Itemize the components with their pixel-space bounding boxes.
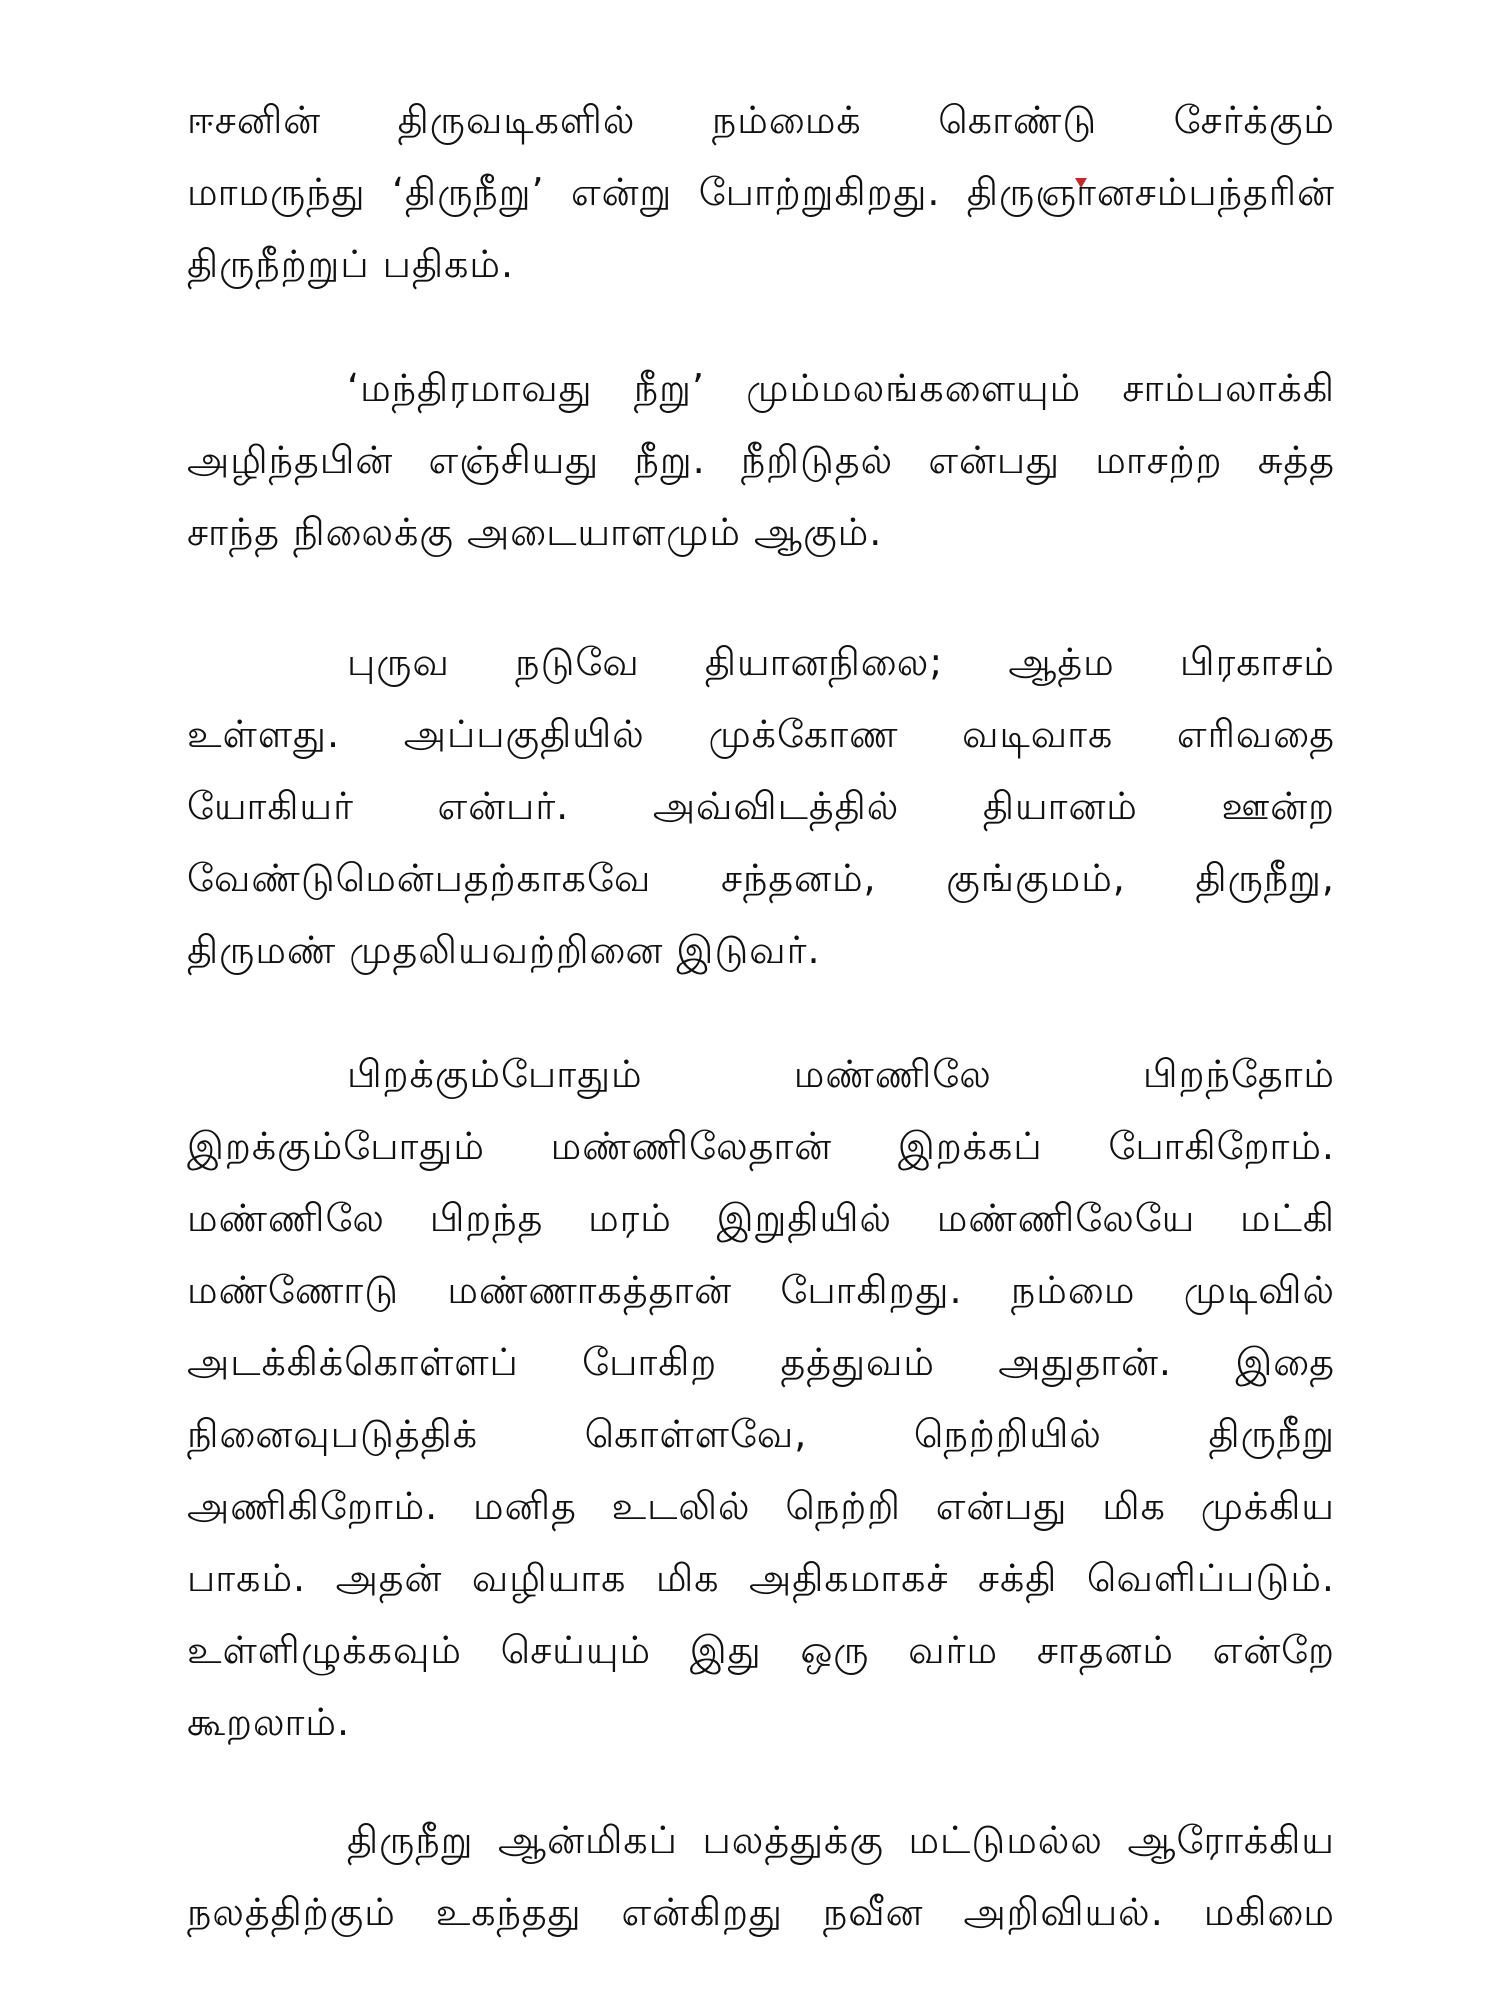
paragraph-2 bbox=[187, 352, 1335, 568]
text-line: உள்ளது. அப்பகுதியில் முக்கோண வடிவாக எரிவதை bbox=[187, 712, 1335, 756]
text-line: திருநீற்றுப் பதிகம். bbox=[187, 242, 515, 286]
text-line: இறக்கும்போதும் மண்ணிலேதான் இறக்கப் போகிறோம். bbox=[187, 1124, 1335, 1168]
text-line: பிறக்கும்போதும் மண்ணிலே பிறந்தோம் bbox=[347, 1052, 1335, 1096]
text-line: சாந்த நிலைக்கு அடையாளமும் ஆகும். bbox=[187, 510, 883, 554]
paragraph-3 bbox=[187, 626, 1335, 986]
text-line: திருமண் முதலியவற்றினை இடுவர். bbox=[187, 928, 821, 972]
text-line: திருநீறு ஆன்மிகப் பலத்துக்கு மட்டுமல்ல ஆரோக்கிய bbox=[347, 1818, 1335, 1862]
text-line: நினைவுபடுத்திக் கொள்ளவே, நெற்றியில் திருநீறு bbox=[187, 1412, 1335, 1456]
text-line: அணிகிறோம். மனித உடலில் நெற்றி என்பது மிக முக்கிய bbox=[187, 1484, 1335, 1528]
text-line: அடக்கிக்கொள்ளப் போகிற தத்துவம் அதுதான். இதை bbox=[187, 1340, 1335, 1384]
text-line: கூறலாம். bbox=[187, 1700, 351, 1744]
text-line: மண்ணிலே பிறந்த மரம் இறுதியில் மண்ணிலேயே மட்கி bbox=[187, 1196, 1335, 1240]
text-line: புருவ நடுவே தியானநிலை; ஆத்ம பிரகாசம் bbox=[347, 640, 1335, 684]
text-line: வேண்டுமென்பதற்காகவே சந்தனம், குங்குமம், திருநீறு, bbox=[187, 856, 1335, 900]
paragraph-5 bbox=[187, 1804, 1335, 1948]
text-line: பாகம். அதன் வழியாக மிக அதிகமாகச் சக்தி வெளிப்படும். bbox=[187, 1556, 1335, 1600]
text-line: ஈசனின் திருவடிகளில் நம்மைக் கொண்டு சேர்க்கும் bbox=[187, 98, 1335, 142]
text-line: மண்ணோடு மண்ணாகத்தான் போகிறது. நம்மை முடிவில் bbox=[187, 1268, 1335, 1312]
text-line: ‘மந்திரமாவது நீறு’ மும்மலங்களையும் சாம்பலாக்கி bbox=[347, 366, 1335, 410]
text-line: உள்ளிழுக்கவும் செய்யும் இது ஒரு வர்ம சாதனம் என்றே bbox=[187, 1628, 1335, 1672]
text-line: நலத்திற்கும் உகந்தது என்கிறது நவீன அறிவியல். மகிமை bbox=[187, 1890, 1335, 1934]
paragraph-4 bbox=[187, 1038, 1335, 1758]
paragraph-1 bbox=[187, 84, 1335, 300]
text-line: யோகியர் என்பர். அவ்விடத்தில் தியானம் ஊன்ற bbox=[187, 784, 1335, 828]
text-line: மாமருந்து ‘திருநீறு’ என்று போற்றுகிறது. திருஞானசம்பந்தரின் bbox=[187, 170, 1335, 214]
text-line: அழிந்தபின் எஞ்சியது நீறு. நீறிடுதல் என்பது மாசற்ற சுத்த bbox=[187, 438, 1335, 482]
